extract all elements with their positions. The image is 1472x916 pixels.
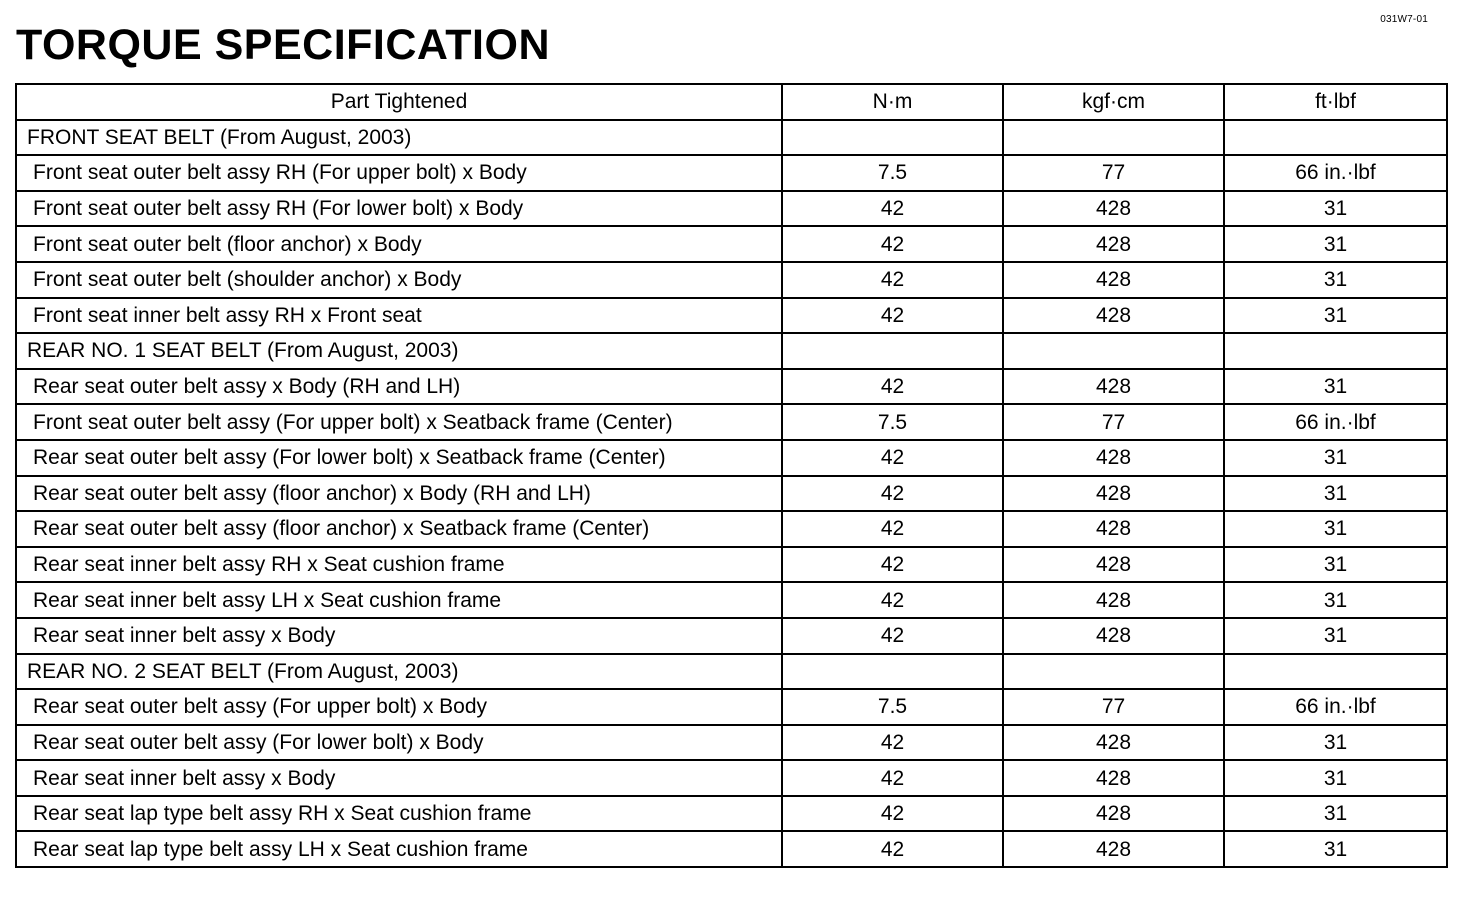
nm-value-cell [782,654,1003,690]
nm-value-cell: 42 [782,226,1003,262]
kgf-cm-value-cell: 428 [1003,582,1224,618]
kgf-cm-value-cell [1003,654,1224,690]
table-row [16,404,1447,440]
ft-lbf-value-cell: 31 [1224,831,1447,867]
nm-value-cell: 42 [782,440,1003,476]
part-tightened-cell: Rear seat lap type belt assy RH x Seat cushion frame [16,796,782,832]
ft-lbf-value-cell: 31 [1224,262,1447,298]
ft-lbf-value-cell: 31 [1224,476,1447,512]
table-row [16,511,1447,547]
part-tightened-cell: Rear seat outer belt assy (For upper bolt) x Body [16,689,782,725]
ft-lbf-value-cell: 31 [1224,796,1447,832]
part-tightened-cell: Rear seat lap type belt assy LH x Seat cushion frame [16,831,782,867]
header-newton-meter: N·m [782,84,1003,120]
ft-lbf-value-cell: 31 [1224,760,1447,796]
ft-lbf-value-cell [1224,654,1447,690]
nm-value-cell: 42 [782,191,1003,227]
part-tightened-cell: Front seat outer belt (floor anchor) x Body [16,226,782,262]
header-kgf-cm: kgf·cm [1003,84,1224,120]
table-header-row [16,84,1447,120]
part-tightened-cell: Rear seat outer belt assy (floor anchor) x Body (RH and LH) [16,476,782,512]
part-tightened-cell: Rear seat outer belt assy (For lower bolt) x Body [16,725,782,761]
nm-value-cell: 7.5 [782,404,1003,440]
part-tightened-cell: Rear seat outer belt assy (For lower bolt) x Seatback frame (Center) [16,440,782,476]
nm-value-cell: 42 [782,547,1003,583]
kgf-cm-value-cell: 77 [1003,689,1224,725]
kgf-cm-value-cell: 428 [1003,262,1224,298]
nm-value-cell: 42 [782,476,1003,512]
section-row [16,333,1447,369]
ft-lbf-value-cell: 31 [1224,369,1447,405]
table-row [16,796,1447,832]
part-tightened-cell: REAR NO. 1 SEAT BELT (From August, 2003) [16,333,782,369]
table-row [16,191,1447,227]
part-tightened-cell: Rear seat inner belt assy LH x Seat cushion frame [16,582,782,618]
nm-value-cell: 42 [782,725,1003,761]
document-code: 031W7-01 [1380,14,1428,25]
ft-lbf-value-cell: 31 [1224,440,1447,476]
nm-value-cell: 7.5 [782,689,1003,725]
nm-value-cell [782,333,1003,369]
part-tightened-cell: Rear seat inner belt assy x Body [16,760,782,796]
table-row [16,725,1447,761]
kgf-cm-value-cell: 428 [1003,298,1224,334]
ft-lbf-value-cell: 31 [1224,582,1447,618]
table-row [16,369,1447,405]
ft-lbf-value-cell: 31 [1224,618,1447,654]
table-row [16,582,1447,618]
nm-value-cell: 42 [782,369,1003,405]
part-tightened-cell: Front seat outer belt assy (For upper bolt) x Seatback frame (Center) [16,404,782,440]
ft-lbf-value-cell: 31 [1224,298,1447,334]
table-row [16,618,1447,654]
table-row [16,760,1447,796]
page-title: TORQUE SPECIFICATION [16,21,550,69]
kgf-cm-value-cell: 428 [1003,760,1224,796]
ft-lbf-value-cell: 31 [1224,191,1447,227]
ft-lbf-value-cell: 31 [1224,226,1447,262]
ft-lbf-value-cell [1224,120,1447,156]
kgf-cm-value-cell: 428 [1003,831,1224,867]
part-tightened-cell: REAR NO. 2 SEAT BELT (From August, 2003) [16,654,782,690]
ft-lbf-value-cell: 31 [1224,547,1447,583]
kgf-cm-value-cell: 428 [1003,226,1224,262]
kgf-cm-value-cell: 428 [1003,511,1224,547]
ft-lbf-value-cell: 31 [1224,725,1447,761]
kgf-cm-value-cell: 428 [1003,618,1224,654]
ft-lbf-value-cell: 66 in.·lbf [1224,689,1447,725]
ft-lbf-value-cell: 31 [1224,511,1447,547]
header-ft-lbf: ft·lbf [1224,84,1447,120]
nm-value-cell: 42 [782,796,1003,832]
table-row [16,155,1447,191]
nm-value-cell: 42 [782,511,1003,547]
nm-value-cell: 7.5 [782,155,1003,191]
kgf-cm-value-cell: 428 [1003,440,1224,476]
ft-lbf-value-cell: 66 in.·lbf [1224,404,1447,440]
part-tightened-cell: Front seat outer belt (shoulder anchor) x Body [16,262,782,298]
part-tightened-cell: Rear seat inner belt assy x Body [16,618,782,654]
ft-lbf-value-cell [1224,333,1447,369]
table-row [16,226,1447,262]
part-tightened-cell: Front seat inner belt assy RH x Front seat [16,298,782,334]
nm-value-cell: 42 [782,618,1003,654]
section-row [16,120,1447,156]
kgf-cm-value-cell: 428 [1003,191,1224,227]
kgf-cm-value-cell: 77 [1003,155,1224,191]
nm-value-cell: 42 [782,760,1003,796]
table-row [16,440,1447,476]
kgf-cm-value-cell [1003,120,1224,156]
table-row [16,298,1447,334]
part-tightened-cell: Front seat outer belt assy RH (For lower bolt) x Body [16,191,782,227]
table-row [16,831,1447,867]
part-tightened-cell: FRONT SEAT BELT (From August, 2003) [16,120,782,156]
ft-lbf-value-cell: 66 in.·lbf [1224,155,1447,191]
table-row [16,476,1447,512]
table-row [16,689,1447,725]
kgf-cm-value-cell [1003,333,1224,369]
header-part-tightened: Part Tightened [16,84,782,120]
nm-value-cell: 42 [782,262,1003,298]
part-tightened-cell: Rear seat outer belt assy x Body (RH and LH) [16,369,782,405]
kgf-cm-value-cell: 428 [1003,796,1224,832]
nm-value-cell [782,120,1003,156]
table-body [16,120,1447,867]
nm-value-cell: 42 [782,582,1003,618]
section-row [16,654,1447,690]
torque-spec-table [15,83,1448,868]
kgf-cm-value-cell: 428 [1003,547,1224,583]
kgf-cm-value-cell: 428 [1003,369,1224,405]
table-row [16,262,1447,298]
part-tightened-cell: Front seat outer belt assy RH (For upper bolt) x Body [16,155,782,191]
nm-value-cell: 42 [782,298,1003,334]
table-row [16,547,1447,583]
part-tightened-cell: Rear seat inner belt assy RH x Seat cushion frame [16,547,782,583]
part-tightened-cell: Rear seat outer belt assy (floor anchor) x Seatback frame (Center) [16,511,782,547]
kgf-cm-value-cell: 77 [1003,404,1224,440]
nm-value-cell: 42 [782,831,1003,867]
kgf-cm-value-cell: 428 [1003,725,1224,761]
kgf-cm-value-cell: 428 [1003,476,1224,512]
